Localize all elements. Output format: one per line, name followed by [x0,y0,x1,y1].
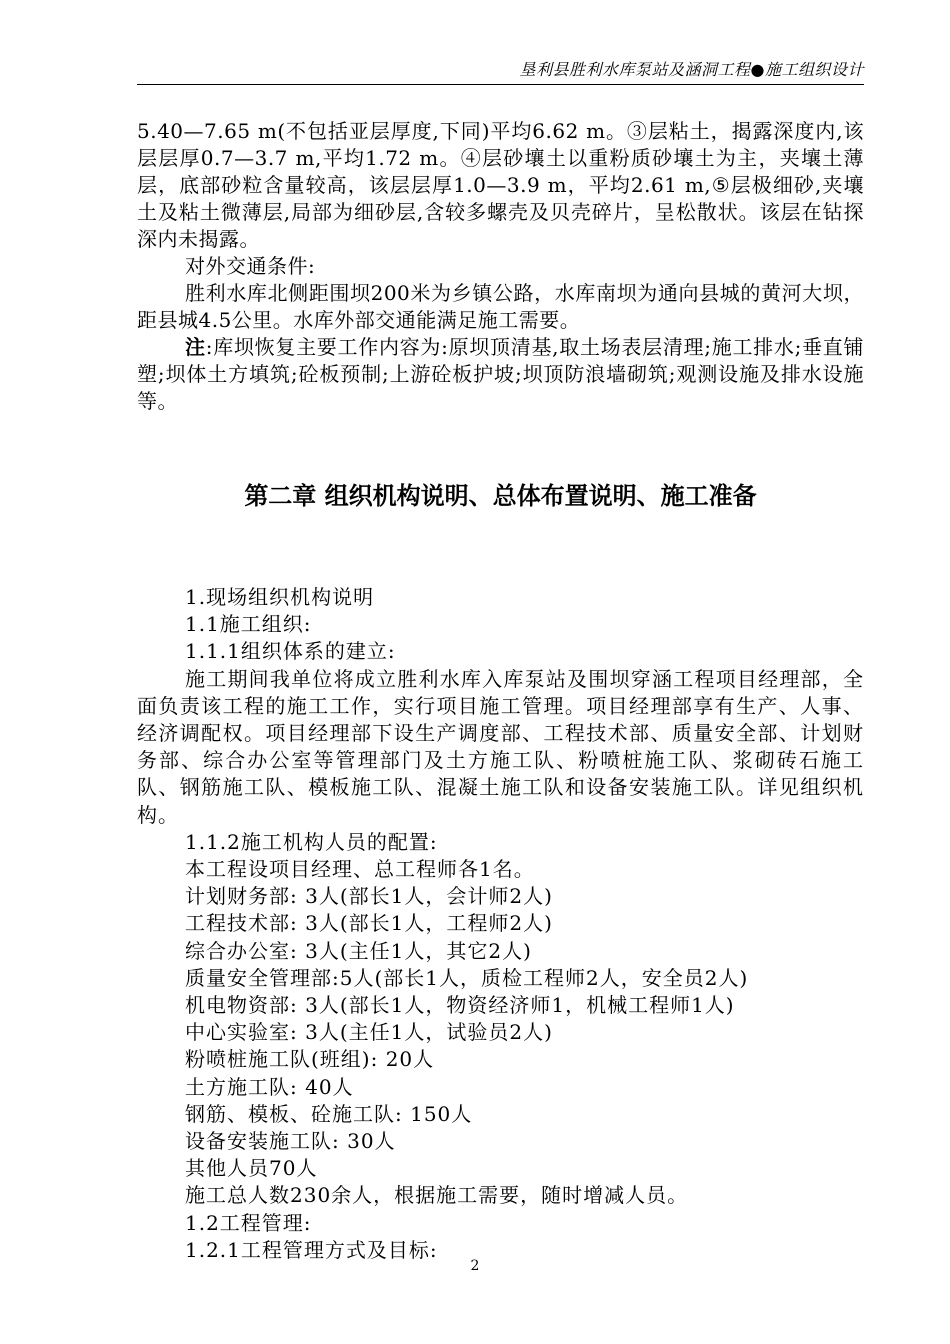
heading-1-1-2: 1.1.2施工机构人员的配置: [185,829,438,854]
note-paragraph [137,334,864,415]
running-header: 垦利县胜利水库泵站及涵洞工程●施工组织设计 [519,60,864,79]
staff-line: 机电物资部: 3人(部长1人，物资经济师1，机械工程师1人) [185,993,735,1018]
staff-line: 中心实验室: 3人(主任1人，试验员2人) [185,1020,553,1045]
staff-line: 土方施工队: 40人 [185,1074,354,1099]
note-text: :库坝恢复主要工作内容为:原坝顶清基,取土场表层清理;施工排水;垂直铺塑;坝体土方填筑;砼板预制;上游砼板护坡;坝顶防浪墙砌筑;观测设施及排水设施等。 [137,335,865,413]
traffic-paragraph: 胜利水库北侧距围坝200米为乡镇公路，水库南坝为通向县城的黄河大坝，距县城4.5公里。水库外部交通能满足施工需要。 [137,281,864,332]
note-label: 注 [185,335,206,359]
staff-line: 综合办公室: 3人(主任1人，其它2人) [185,938,532,963]
staff-line: 工程技术部: 3人(部长1人，工程师2人) [185,911,553,936]
header-divider [137,84,864,85]
section-block [137,584,864,1264]
heading-1-1: 1.1施工组织: [185,612,312,637]
staff-line: 质量安全管理部:5人(部长1人，质检工程师2人，安全员2人) [185,965,749,990]
staff-line: 粉喷桩施工队(班组): 20人 [185,1047,435,1072]
heading-1-1-1: 1.1.1组织体系的建立: [185,639,396,664]
org-paragraph: 施工期间我单位将成立胜利水库入库泵站及围坝穿涵工程项目经理部，全面负责该工程的施工工作，实行项目施工管理。项目经理部享有生产、人事、经济调配权。项目经理部下设生产调度部、工程技术部、质量安全部、计划财务部、综合办公室等管理部门及土方施工队、粉喷桩施工队、浆砌砖石施工队、钢筋施工队、模板施工队、混凝土施工队和设备安装施工队。详见组织机构。 [137,666,864,827]
staff-line: 钢筋、模板、砼施工队: 150人 [185,1101,473,1126]
staff-line: 设备安装施工队: 30人 [185,1129,396,1154]
staff-line: 施工总人数230余人，根据施工需要，随时增减人员。 [185,1183,689,1208]
heading-1-2-1: 1.2.1工程管理方式及目标: [185,1237,438,1262]
traffic-heading: 对外交通条件: [185,254,316,278]
intro-block [137,118,864,415]
staff-line: 计划财务部: 3人(部长1人，会计师2人) [185,884,553,909]
staff-line: 其他人员70人 [185,1156,318,1181]
geology-paragraph: 5.40—7.65 m(不包括亚层厚度,下同)平均6.62 m。③层粘土，揭露深度内,该层层厚0.7—3.7 m,平均1.72 m。④层砂壤土以重粉质砂壤土为主，夹壤土薄层，底部砂粒含量较高，该层层厚1.0—3.9 m，平均2.61 m,⑤层极细砂,夹壤土及粘土微薄层,局部为细砂层,含较多螺壳及贝壳碎片，呈松散状。该层在钻探深内未揭露。 [137,119,864,251]
page-number: 2 [470,1258,480,1274]
heading-1-2: 1.2工程管理: [185,1210,312,1235]
heading-1: 1.现场组织机构说明 [185,585,375,609]
chapter-title: 第二章 组织机构说明、总体布置说明、施工准备 [244,482,757,510]
staff-line: 本工程设项目经理、总工程师各1名。 [185,857,535,882]
